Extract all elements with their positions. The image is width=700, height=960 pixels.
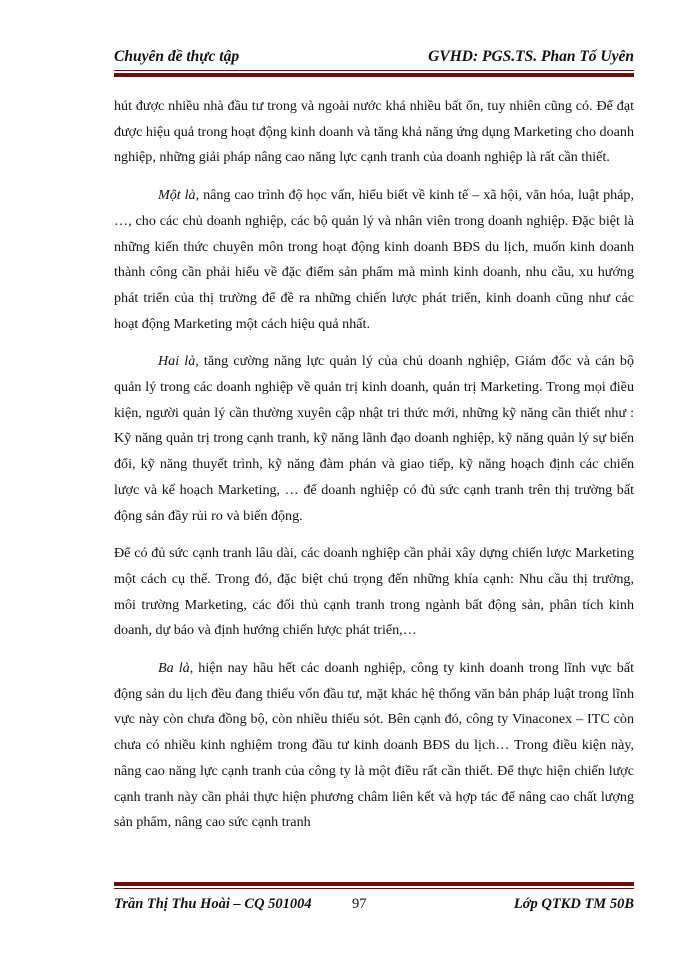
paragraph-1: [114, 94, 634, 171]
page-number: 97: [352, 896, 367, 912]
paragraph-4: [114, 541, 634, 644]
header-rule-thick: [114, 73, 634, 77]
header-rule-thin: [114, 70, 634, 71]
paragraph-text: tăng cường năng lực quản lý của chủ doanh nghiệp, Giám đốc và cán bộ quản lý trong các doanh nghiệp về quản trị kinh doanh, quản trị Marketing. Trong mọi điều kiện, người quản lý cần thường xuyên cập nhật tri thức mới, những kỹ năng cần thiết như : Kỹ năng quản trị trong cạnh tranh, kỹ năng lãnh đạo doanh nghiệp, kỹ năng quản lý sự biến đổi, kỹ năng thuyết trình, kỹ năng đàm phán và giao tiếp, kỹ năng hoạch định các chiến lược và kế hoạch Marketing, … để doanh nghiệp có đủ sức cạnh tranh trên thị trường bất động sản đầy rủi ro và biến động.: [114, 353, 634, 524]
footer-class: Lớp QTKD TM 50B: [513, 896, 634, 912]
footer-author: Trần Thị Thu Hoài – CQ 501004: [114, 896, 312, 912]
paragraph-text: Để có đủ sức cạnh tranh lâu dài, các doanh nghiệp cần phải xây dựng chiến lược Marketing một cách cụ thể. Trong đó, đặc biệt chú trọng đến những khía cạnh: Nhu cầu thị trường, môi trường Marketing, các đối thủ cạnh tranh trong ngành bất động sản, phân tích kinh doanh, dự báo và định hướng chiến lược phát triển,…: [114, 545, 634, 639]
document-body: [114, 94, 634, 848]
paragraph-2: [114, 183, 634, 337]
paragraph-5: [114, 656, 634, 836]
paragraph-text: hút được nhiều nhà đầu tư trong và ngoài nước khá nhiều bất ổn, tuy nhiên cũng có. Để đạt được hiệu quả trong hoạt động kinh doanh và tăng khả năng ứng dụng Marketing cho doanh nghiệp, những giải pháp nâng cao năng lực cạnh tranh của doanh nghiệp là rất cần thiết.: [114, 98, 634, 166]
paragraph-lead: Hai là,: [158, 353, 199, 370]
page-footer: [114, 892, 634, 916]
paragraph-lead: Ba là: [158, 660, 190, 677]
page-header: [114, 44, 634, 70]
footer-rule-thin: [114, 888, 634, 889]
header-advisor: GVHD: PGS.TS. Phan Tố Uyên: [428, 48, 634, 65]
paragraph-text: , hiện nay hầu hết các doanh nghiệp, công ty kinh doanh trong lĩnh vực bất động sản du lịch đều đang thiếu vốn đầu tư, mặt khác hệ thống văn bản pháp luật trong lĩnh vực này còn chưa đồng bộ, còn nhiều thiếu sót. Bên cạnh đó, công ty Vinaconex – ITC còn chưa có nhiều kinh nghiệm trong đầu tư kinh doanh BĐS du lịch… Trong điều kiện này, nâng cao năng lực cạnh tranh của công ty là một điều rất cần thiết. Để thực hiện chiến lược cạnh tranh này cần phải thực hiện phương châm liên kết và hợp tác để nâng cao chất lượng sản phẩm, nâng cao sức cạnh tranh: [114, 660, 634, 831]
paragraph-3: [114, 349, 634, 529]
footer-rule-thick: [114, 882, 634, 886]
paragraph-lead: Một là: [158, 187, 196, 204]
header-course-title: Chuyên đề thực tập: [114, 48, 240, 65]
paragraph-text: , nâng cao trình độ học vấn, hiểu biết về kinh tế – xã hội, văn hóa, luật pháp, …, cho các chủ doanh nghiệp, các bộ quản lý và nhân viên trong doanh nghiệp. Đặc biệt là những kiến thức chuyên môn trong hoạt động kinh doanh BĐS du lịch, muốn kinh doanh thành công cần phải hiểu về đặc điểm sản phẩm mà mình kinh doanh, nhu cầu, xu hướng phát triển của thị trường để đề ra những chiến lược phát triển, kinh doanh cũng như các hoạt động Marketing một cách hiệu quả nhất.: [114, 187, 634, 332]
